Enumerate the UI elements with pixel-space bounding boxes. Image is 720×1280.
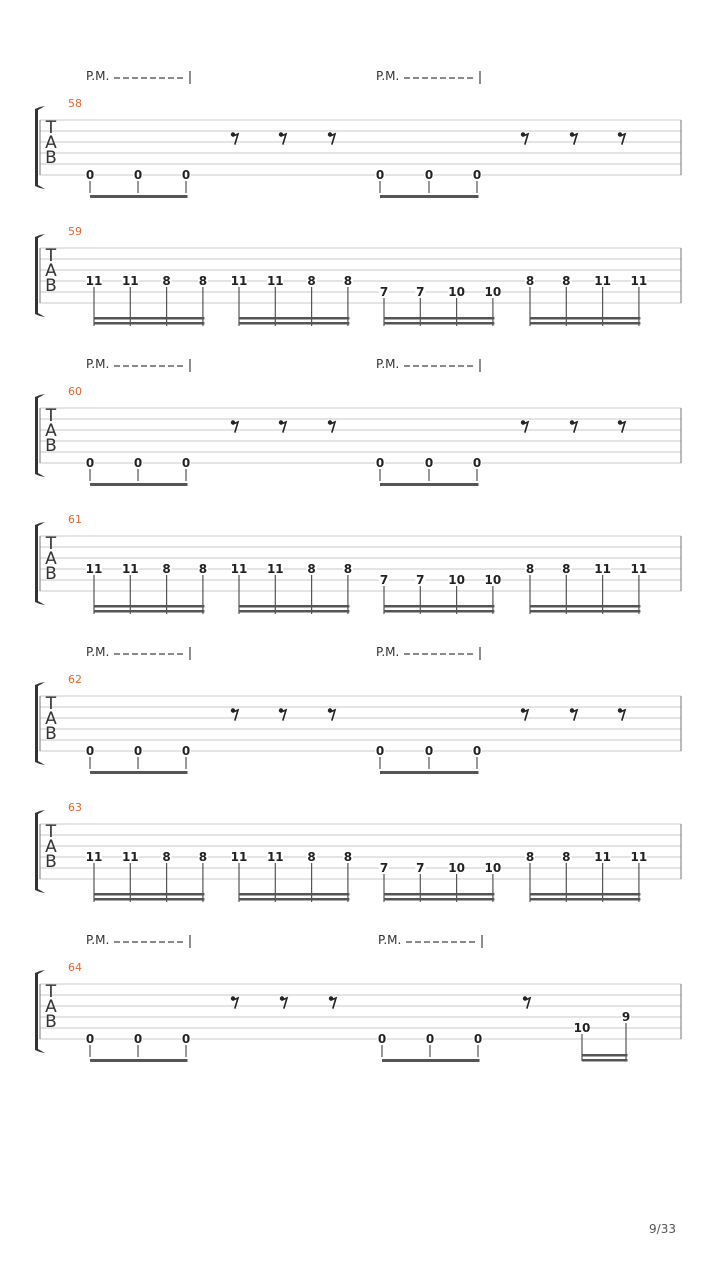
fret-number: 7 — [379, 285, 389, 299]
fret-number: 7 — [416, 285, 425, 299]
fret-number: 11 — [630, 274, 648, 288]
fret-number: 0 — [424, 456, 434, 470]
fret-number: 0 — [85, 1032, 95, 1046]
beam — [94, 898, 204, 901]
beam — [239, 322, 349, 325]
fret-number: 11 — [266, 274, 284, 288]
fret-number: 0 — [133, 168, 143, 182]
tab-clef-letter: A — [45, 997, 57, 1017]
fret-number: 8 — [198, 850, 208, 864]
palm-mute — [86, 69, 190, 84]
fret-number: 8 — [198, 562, 208, 576]
palm-mute — [376, 645, 480, 660]
fret-number: 10 — [484, 573, 502, 587]
fret-number: 10 — [484, 861, 502, 875]
system-63 — [35, 801, 681, 902]
fret-number: 7 — [379, 573, 389, 587]
measure-number: 60 — [68, 385, 82, 398]
fret-number: 8 — [162, 562, 171, 576]
fret-number: 0 — [473, 1032, 483, 1046]
tab-clef-letter: B — [45, 276, 57, 296]
beam — [530, 317, 640, 320]
beam — [530, 605, 640, 608]
beam — [90, 195, 188, 198]
beam — [530, 610, 640, 613]
beam — [382, 1059, 480, 1062]
beam — [380, 771, 479, 774]
fret-number: 8 — [525, 850, 535, 864]
fret-number: 9 — [621, 1010, 631, 1024]
fret-number: 0 — [133, 456, 143, 470]
beam — [384, 605, 494, 608]
fret-number: 10 — [448, 861, 465, 875]
fret-number: 11 — [230, 850, 248, 864]
beam — [90, 771, 188, 774]
beam — [239, 893, 349, 896]
tab-clef-letter: B — [45, 436, 57, 456]
fret-number: 0 — [85, 168, 95, 182]
palm-mute-label: P.M. — [376, 69, 400, 83]
fret-number: 0 — [472, 168, 482, 182]
fret-number: 8 — [562, 562, 571, 576]
tab-clef-letter: B — [45, 724, 57, 744]
beam — [582, 1054, 628, 1057]
beam — [239, 898, 349, 901]
system-60 — [35, 357, 681, 486]
fret-number: 8 — [525, 274, 535, 288]
system-62 — [35, 645, 681, 774]
beam — [582, 1059, 628, 1062]
beam — [239, 605, 349, 608]
palm-mute-label: P.M. — [86, 357, 110, 371]
fret-number: 0 — [85, 456, 95, 470]
fret-number: 8 — [343, 562, 353, 576]
fret-number: 8 — [343, 850, 353, 864]
measure-number: 63 — [68, 801, 82, 814]
fret-number: 11 — [85, 274, 103, 288]
beam — [380, 483, 479, 486]
fret-number: 0 — [425, 1032, 435, 1046]
fret-number: 0 — [472, 744, 482, 758]
fret-number: 10 — [448, 285, 465, 299]
fret-number: 0 — [375, 168, 385, 182]
beam — [384, 317, 494, 320]
fret-number: 10 — [573, 1021, 591, 1035]
fret-number: 7 — [416, 861, 425, 875]
palm-mute — [86, 933, 190, 948]
fret-number: 8 — [562, 274, 571, 288]
beam — [90, 1059, 188, 1062]
palm-mute — [378, 933, 482, 948]
tab-clef-letter: A — [45, 837, 57, 857]
fret-number: 11 — [266, 562, 284, 576]
tab-clef-letter: T — [45, 246, 57, 266]
fret-number: 11 — [594, 562, 611, 576]
tab-clef-letter: B — [45, 1012, 57, 1032]
system-59 — [35, 225, 681, 326]
measure-number: 62 — [68, 673, 82, 686]
beam — [384, 322, 494, 325]
fret-number: 8 — [562, 850, 571, 864]
fret-number: 11 — [85, 562, 103, 576]
tab-clef-letter: B — [45, 148, 57, 168]
fret-number: 0 — [375, 456, 385, 470]
beam — [90, 483, 188, 486]
palm-mute — [376, 69, 480, 84]
system-61 — [35, 513, 681, 614]
measure-number: 58 — [68, 97, 82, 110]
tab-clef-letter: T — [45, 982, 57, 1002]
measure-number: 61 — [68, 513, 82, 526]
beam — [530, 893, 640, 896]
palm-mute-label: P.M. — [378, 933, 402, 947]
palm-mute-label: P.M. — [86, 933, 110, 947]
page-number: 9/33 — [649, 1222, 676, 1236]
fret-number: 8 — [343, 274, 353, 288]
measure-number: 59 — [68, 225, 82, 238]
fret-number: 11 — [266, 850, 284, 864]
fret-number: 0 — [377, 1032, 387, 1046]
fret-number: 11 — [594, 850, 611, 864]
beam — [384, 893, 494, 896]
tab-clef-letter: A — [45, 133, 57, 153]
fret-number: 0 — [424, 168, 434, 182]
fret-number: 0 — [181, 168, 191, 182]
beam — [94, 610, 204, 613]
fret-number: 11 — [121, 562, 139, 576]
palm-mute — [376, 357, 480, 372]
system-58 — [35, 69, 681, 198]
beam — [384, 898, 494, 901]
fret-number: 11 — [630, 562, 648, 576]
measure-number: 64 — [68, 961, 82, 974]
fret-number: 0 — [375, 744, 385, 758]
fret-number: 0 — [133, 1032, 143, 1046]
fret-number: 0 — [424, 744, 434, 758]
fret-number: 11 — [630, 850, 648, 864]
beam — [94, 317, 204, 320]
tab-clef-letter: A — [45, 421, 57, 441]
tab-clef-letter: T — [45, 406, 57, 426]
beam — [94, 322, 204, 325]
system-64 — [35, 933, 681, 1062]
fret-number: 11 — [230, 274, 248, 288]
fret-number: 0 — [181, 744, 191, 758]
tab-clef-letter: B — [45, 852, 57, 872]
fret-number: 7 — [379, 861, 389, 875]
fret-number: 10 — [448, 573, 465, 587]
palm-mute — [86, 645, 190, 660]
tab-clef-letter: T — [45, 694, 57, 714]
beam — [530, 322, 640, 325]
palm-mute-label: P.M. — [376, 645, 400, 659]
beam — [380, 195, 479, 198]
fret-number: 8 — [525, 562, 535, 576]
fret-number: 8 — [162, 274, 171, 288]
beam — [94, 605, 204, 608]
fret-number: 8 — [307, 850, 316, 864]
beam — [94, 893, 204, 896]
tab-clef-letter: T — [45, 118, 57, 138]
fret-number: 8 — [307, 562, 316, 576]
tab-clef-letter: T — [45, 822, 57, 842]
fret-number: 11 — [230, 562, 248, 576]
tab-clef-letter: B — [45, 564, 57, 584]
tab-clef-letter: A — [45, 261, 57, 281]
tab-clef-letter: A — [45, 549, 57, 569]
fret-number: 10 — [484, 285, 502, 299]
palm-mute-label: P.M. — [376, 357, 400, 371]
beam — [530, 898, 640, 901]
palm-mute-label: P.M. — [86, 69, 110, 83]
palm-mute-label: P.M. — [86, 645, 110, 659]
fret-number: 7 — [416, 573, 425, 587]
beam — [239, 610, 349, 613]
tab-clef-letter: T — [45, 534, 57, 554]
fret-number: 11 — [85, 850, 103, 864]
fret-number: 11 — [121, 850, 139, 864]
fret-number: 0 — [472, 456, 482, 470]
fret-number: 0 — [85, 744, 95, 758]
palm-mute — [86, 357, 190, 372]
beam — [239, 317, 349, 320]
fret-number: 11 — [121, 274, 139, 288]
fret-number: 8 — [307, 274, 316, 288]
tab-clef-letter: A — [45, 709, 57, 729]
fret-number: 0 — [181, 1032, 191, 1046]
fret-number: 0 — [133, 744, 143, 758]
fret-number: 11 — [594, 274, 611, 288]
fret-number: 8 — [162, 850, 171, 864]
fret-number: 0 — [181, 456, 191, 470]
beam — [384, 610, 494, 613]
fret-number: 8 — [198, 274, 208, 288]
